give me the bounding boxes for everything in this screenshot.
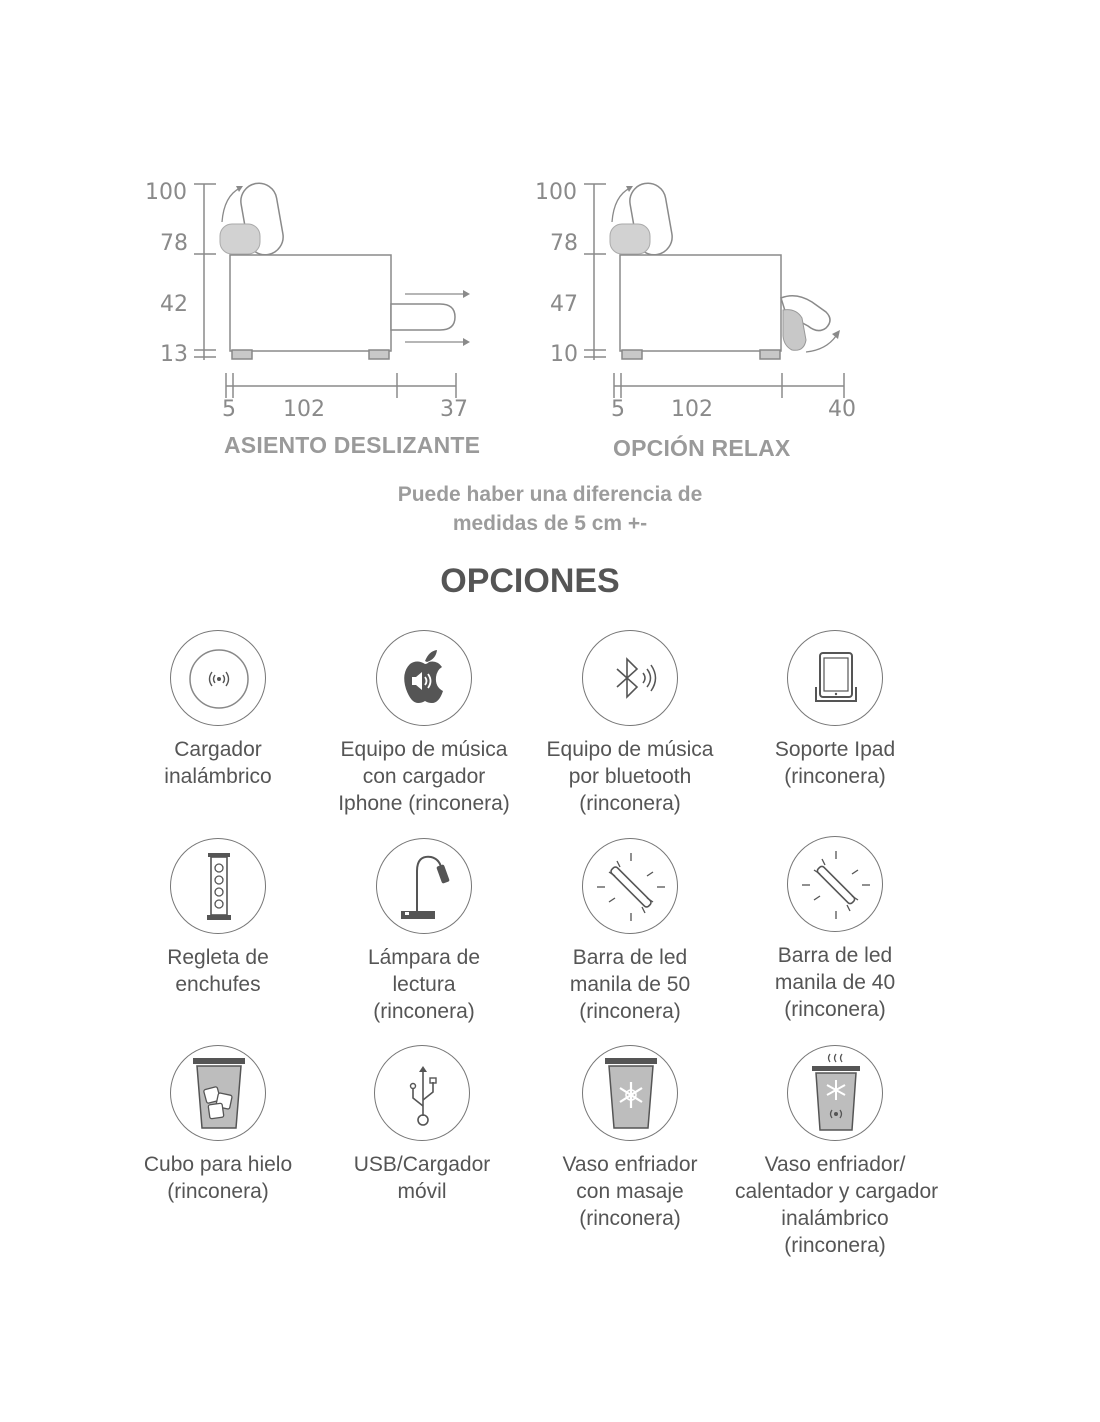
option-icon-circle bbox=[787, 1045, 883, 1141]
diagram-caption: ASIENTO DESLIZANTE bbox=[224, 432, 481, 458]
option-label-line: Barra de led bbox=[572, 946, 688, 969]
power-strip-icon bbox=[171, 839, 267, 935]
cooling-cup-icon bbox=[583, 1046, 679, 1142]
option-label-line: Barra de led bbox=[777, 944, 893, 967]
option-label-line: Regleta de bbox=[167, 946, 269, 969]
height-label-top: 100 bbox=[145, 180, 187, 205]
bluetooth-speaker-icon bbox=[583, 631, 679, 727]
width-label-start: 5 bbox=[222, 397, 236, 422]
option-label bbox=[118, 1151, 318, 1205]
wireless-charger-icon bbox=[171, 631, 267, 727]
option-label-line: inalámbrico bbox=[164, 765, 272, 788]
ice-bucket-icon bbox=[171, 1046, 267, 1142]
usb-icon bbox=[375, 1046, 471, 1142]
option-icon-circle bbox=[170, 1045, 266, 1141]
height-label-seat: 47 bbox=[550, 292, 578, 317]
option-icon-circle bbox=[582, 630, 678, 726]
option-label-line: calentador y cargador bbox=[735, 1180, 939, 1203]
option-label-line: manila de 50 bbox=[569, 973, 691, 996]
option-label-line: (rinconera) bbox=[167, 1180, 269, 1203]
option-icon-circle bbox=[170, 630, 266, 726]
option-label bbox=[322, 1151, 522, 1205]
option-label bbox=[530, 1151, 730, 1232]
width-label-body: 102 bbox=[671, 397, 713, 422]
option-item[interactable] bbox=[324, 630, 524, 817]
option-icon-circle bbox=[787, 630, 883, 726]
option-label-line: USB/Cargador bbox=[353, 1153, 491, 1176]
height-label-top: 100 bbox=[535, 180, 577, 205]
option-item[interactable] bbox=[735, 630, 935, 790]
option-label-line: (rinconera) bbox=[373, 1000, 475, 1023]
height-label-backrest: 78 bbox=[160, 231, 188, 256]
option-item[interactable] bbox=[530, 838, 730, 1025]
options-title: OPCIONES bbox=[440, 562, 620, 600]
tablet-stand-icon bbox=[788, 631, 884, 727]
option-label-line: Vaso enfriador bbox=[562, 1153, 698, 1176]
option-label-line: (rinconera) bbox=[579, 1000, 681, 1023]
option-item[interactable] bbox=[322, 1045, 522, 1205]
option-label-line: Cargador bbox=[174, 738, 262, 761]
option-item[interactable] bbox=[118, 838, 318, 998]
width-label-extension: 40 bbox=[828, 397, 856, 422]
option-icon-circle bbox=[376, 838, 472, 934]
option-label-line: con masaje bbox=[576, 1180, 684, 1203]
option-label bbox=[530, 736, 730, 817]
option-label bbox=[118, 736, 318, 790]
option-icon-circle bbox=[376, 630, 472, 726]
option-item[interactable] bbox=[735, 1045, 939, 1259]
width-label-extension: 37 bbox=[440, 397, 468, 422]
option-label-line: (rinconera) bbox=[579, 1207, 681, 1230]
option-item[interactable] bbox=[324, 838, 524, 1025]
option-label bbox=[324, 944, 524, 1025]
option-item[interactable] bbox=[530, 630, 730, 817]
heating-cooling-cup-icon bbox=[788, 1046, 884, 1142]
option-icon-circle bbox=[170, 838, 266, 934]
option-label-line: (rinconera) bbox=[579, 792, 681, 815]
led-bar-icon bbox=[583, 839, 679, 935]
option-label-line: Equipo de música bbox=[340, 738, 508, 761]
option-icon-circle bbox=[582, 1045, 678, 1141]
option-label bbox=[735, 736, 935, 790]
option-label-line: enchufes bbox=[175, 973, 261, 996]
note-line: Puede haber una diferencia de bbox=[397, 483, 703, 506]
led-bar-icon bbox=[788, 837, 884, 933]
option-label-line: (rinconera) bbox=[784, 1234, 886, 1257]
height-label-feet: 10 bbox=[550, 342, 578, 367]
diagram-caption: OPCIÓN RELAX bbox=[613, 435, 791, 461]
option-label bbox=[324, 736, 524, 817]
option-label-line: con cargador bbox=[362, 765, 486, 788]
option-label-line: Iphone (rinconera) bbox=[338, 792, 510, 815]
option-label bbox=[118, 944, 318, 998]
option-label-line: inalámbrico bbox=[781, 1207, 889, 1230]
width-label-body: 102 bbox=[283, 397, 325, 422]
option-label-line: Soporte Ipad bbox=[774, 738, 896, 761]
note-line: medidas de 5 cm +- bbox=[452, 512, 648, 535]
option-label-line: (rinconera) bbox=[784, 998, 886, 1021]
option-label-line: por bluetooth bbox=[568, 765, 692, 788]
apple-speaker-icon bbox=[377, 631, 473, 727]
width-label-start: 5 bbox=[611, 397, 625, 422]
option-label-line: lectura bbox=[392, 973, 456, 996]
option-item[interactable] bbox=[118, 630, 318, 790]
option-label-line: (rinconera) bbox=[784, 765, 886, 788]
option-item[interactable] bbox=[530, 1045, 730, 1232]
reading-lamp-icon bbox=[377, 839, 473, 935]
option-icon-circle bbox=[582, 838, 678, 934]
option-label-line: Equipo de música bbox=[546, 738, 714, 761]
measurement-note bbox=[0, 480, 1100, 538]
option-icon-circle bbox=[374, 1045, 470, 1141]
option-item[interactable] bbox=[118, 1045, 318, 1205]
option-label bbox=[530, 944, 730, 1025]
option-label-line: Lámpara de bbox=[367, 946, 481, 969]
option-icon-circle bbox=[787, 836, 883, 932]
height-label-backrest: 78 bbox=[550, 231, 578, 256]
option-label bbox=[735, 1151, 939, 1259]
option-item[interactable] bbox=[735, 836, 935, 1023]
height-label-feet: 13 bbox=[160, 342, 188, 367]
option-label-line: manila de 40 bbox=[774, 971, 896, 994]
option-label-line: Cubo para hielo bbox=[143, 1153, 293, 1176]
diagram-opcion-relax bbox=[0, 0, 1100, 470]
height-label-seat: 42 bbox=[160, 292, 188, 317]
option-label-line: móvil bbox=[397, 1180, 447, 1203]
option-label-line: Vaso enfriador/ bbox=[764, 1153, 906, 1176]
option-label bbox=[735, 942, 935, 1023]
